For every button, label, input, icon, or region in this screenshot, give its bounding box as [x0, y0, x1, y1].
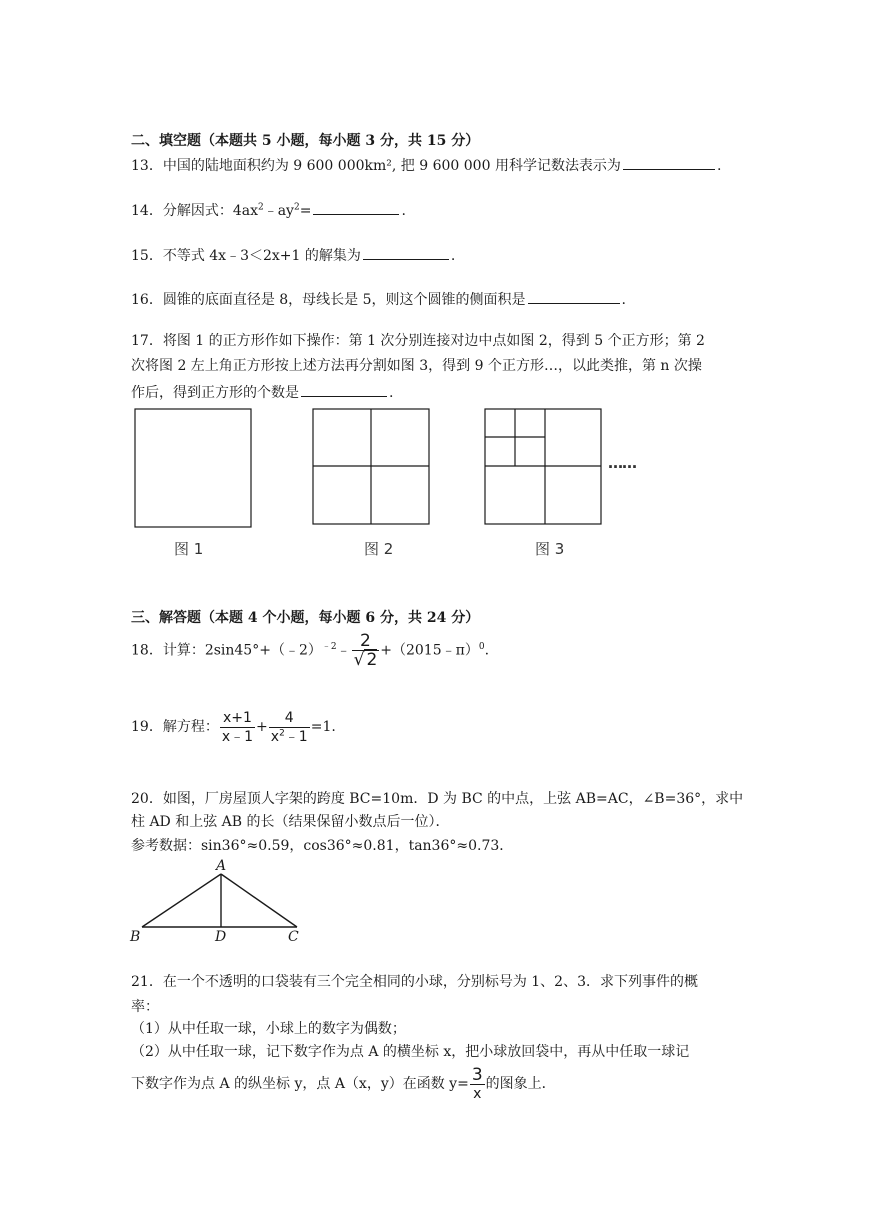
- question-19: [131, 707, 336, 747]
- q19-suffix: =1.: [310, 719, 336, 735]
- q18-end: .: [484, 642, 490, 659]
- q21-line5: [131, 1064, 556, 1104]
- q13-end: .: [716, 158, 722, 174]
- q19-frac1-num: x+1: [220, 709, 255, 728]
- q19-frac2-den-rest: ﹣1: [284, 728, 308, 745]
- q19-frac2-den-sup: 2: [279, 727, 285, 738]
- q16-answer-blank[interactable]: [528, 287, 620, 304]
- question-15: [131, 243, 455, 266]
- q14-sup1: 2: [257, 202, 264, 213]
- q14-text-before: 14．分解因式：4ax: [131, 203, 258, 219]
- side-ab: [142, 874, 221, 927]
- q17-figures: [128, 405, 668, 565]
- section3-title: 三、解答题（本题 4 个小题，每小题 6 分，共 24 分）: [131, 610, 480, 626]
- q17-end: .: [389, 385, 394, 401]
- section2-title: 二、填空题（本题共 5 小题，每小题 3 分，共 15 分）: [131, 133, 480, 149]
- q19-fraction2: [269, 709, 310, 746]
- label-b: B: [130, 929, 141, 945]
- q14-text-after: =: [299, 203, 312, 219]
- q14-text-mid: ﹣ay: [263, 203, 294, 219]
- q17-line1: 17．将图 1 的正方形作如下操作：第 1 次分别连接对边中点如图 2，得到 5 个正方形；第 2: [131, 333, 705, 349]
- question-16: [131, 287, 626, 310]
- q14-answer-blank[interactable]: [313, 198, 399, 215]
- q21-frac-den: x: [473, 1085, 482, 1102]
- q19-fraction1: [220, 709, 255, 746]
- q18-prefix: 18．计算：2sin45°+（﹣2）: [131, 642, 322, 659]
- fig3-ellipsis: ……: [608, 454, 636, 472]
- q21-line4: （2）从中任取一球，记下数字作为点 A 的横坐标 x，把小球放回袋中，再从中任取一球记: [131, 1044, 690, 1060]
- sqrt-icon: √ 2: [353, 650, 378, 670]
- q19-plus: +: [256, 719, 268, 735]
- q15-answer-blank[interactable]: [363, 243, 449, 260]
- q21-fraction: [470, 1066, 485, 1103]
- q18-frac-num: 2: [352, 632, 380, 651]
- q14-sup2: 2: [293, 202, 300, 213]
- q13-answer-blank[interactable]: [623, 153, 715, 170]
- q17-line3: 作后，得到正方形的个数是: [131, 385, 299, 401]
- q18-fraction: [352, 632, 380, 669]
- fig1-caption: 图 1: [174, 540, 204, 558]
- q18-sup-neg2: ﹣2: [321, 641, 337, 652]
- question-14: [131, 198, 406, 221]
- fig2-caption: 图 2: [364, 540, 394, 558]
- q19-frac2-den: [269, 728, 310, 746]
- q21-line5-prefix: 下数字作为点 A 的纵坐标 y，点 A（x，y）在函数 y=: [131, 1076, 469, 1092]
- fig3-caption: 图 3: [535, 540, 565, 558]
- q17-line2: 次将图 2 左上角正方形按上述方法再分割如图 3，得到 9 个正方形…，以此类推，第 n 次操: [131, 358, 702, 374]
- q19-frac2-den-base: x: [270, 728, 280, 745]
- label-c: C: [288, 929, 299, 945]
- q16-end: .: [621, 292, 626, 308]
- q18-sup0: 0: [478, 641, 485, 652]
- q15-text: 15．不等式 4x﹣3＜2x+1 的解集为: [131, 248, 361, 264]
- q14-end: .: [401, 203, 406, 219]
- q19-prefix: 19．解方程：: [131, 719, 219, 735]
- q17-line3-wrap: [131, 380, 393, 403]
- q18-sqrt-radicand: 2: [366, 650, 378, 670]
- q18-minus: ﹣: [336, 642, 351, 659]
- q17-answer-blank[interactable]: [301, 380, 387, 397]
- q21-line2: 率：: [131, 999, 159, 1015]
- q16-text: 16．圆锥的底面直径是 8，母线长是 5，则这个圆锥的侧面积是: [131, 292, 526, 308]
- label-d: D: [215, 929, 227, 945]
- q21-line1: 21．在一个不透明的口袋装有三个完全相同的小球，分别标号为 1、2、3．求下列事件的概: [131, 974, 698, 990]
- question-18: [131, 632, 489, 669]
- q18-suffix: +（2015﹣π）: [380, 642, 479, 659]
- q21-line3: （1）从中任取一球，小球上的数字为偶数；: [131, 1021, 406, 1037]
- label-a: A: [216, 858, 227, 874]
- q20-line1: 20．如图，厂房屋顶人字架的跨度 BC=10m．D 为 BC 的中点，上弦 AB=AC，∠B=36°，求中: [131, 791, 744, 807]
- q20-line2: 柱 AD 和上弦 AB 的长（结果保留小数点后一位）．: [131, 814, 450, 830]
- q21-frac-num: 3: [471, 1064, 483, 1085]
- q19-frac2-num: 4: [269, 709, 310, 728]
- q13-text: 13．中国的陆地面积约为 9 600 000km², 把 9 600 000 用科学记数法表示为: [131, 158, 621, 174]
- q18-frac-den: [352, 651, 380, 669]
- side-ac: [221, 874, 297, 927]
- q15-end: .: [450, 248, 456, 264]
- fig1-square: [135, 409, 251, 527]
- q19-frac1-den: x﹣1: [221, 728, 254, 745]
- question-13: [131, 153, 721, 176]
- q20-line3: 参考数据：sin36°≈0.59，cos36°≈0.81，tan36°≈0.73．: [131, 838, 514, 854]
- q21-line5-suffix: 的图象上．: [485, 1076, 556, 1092]
